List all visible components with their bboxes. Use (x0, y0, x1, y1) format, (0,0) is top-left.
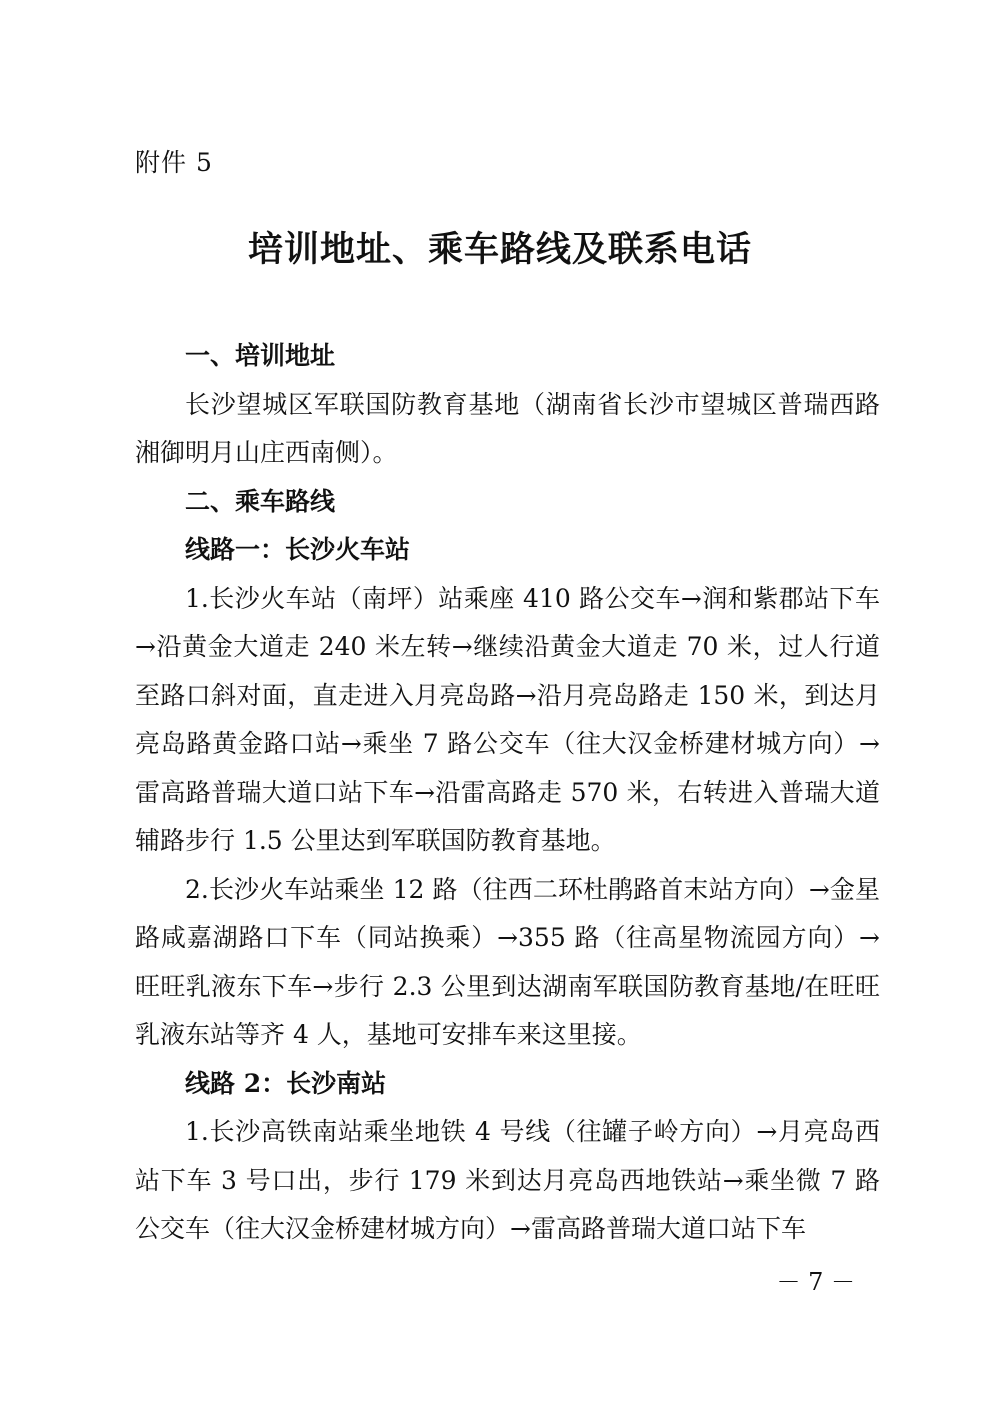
route2-step1-paragraph: 1.长沙高铁南站乘坐地铁 4 号线（往罐子岭方向）→月亮岛西站下车 3 号口出，步行 179 米到达月亮岛西地铁站→乘坐微 7 路公交车（往大汉金桥建材城方向）→雷高路普瑞大道口站下车 (135, 1117, 880, 1243)
route2-heading: 线路 2：长沙南站 (185, 1068, 387, 1098)
section-heading-routes: 二、乘车路线 (185, 486, 336, 516)
attachment-label: 附件 5 (135, 148, 213, 177)
page-number: － 7 － (776, 1268, 855, 1296)
route1-step2-paragraph: 2.长沙火车站乘坐 12 路（往西二环杜鹃路首末站方向）→金星路咸嘉湖路口下车（同站换乘）→355 路（往高星物流园方向）→旺旺乳液东下车→步行 2.3 公里到达湖南军联国防教育基地/在旺旺乳液东站等齐 4 人，基地可安排车来这里接。 (135, 874, 880, 1049)
page-title: 培训地址、乘车路线及联系电话 (247, 230, 752, 270)
route1-heading: 线路一：长沙火车站 (185, 535, 411, 564)
document-body (135, 332, 880, 1254)
address-paragraph: 长沙望城区军联国防教育基地（湖南省长沙市望城区普瑞西路湘御明月山庄西南侧）。 (135, 389, 880, 467)
route1-step1-paragraph: 1.长沙火车站（南坪）站乘座 410 路公交车→润和紫郡站下车→沿黄金大道走 240 米左转→继续沿黄金大道走 70 米，过人行道至路口斜对面，直走进入月亮岛路→沿月亮岛路走 150 米，到达月亮岛路黄金路口站→乘坐 7 路公交车（往大汉金桥建材城方向）→雷高路普瑞大道口站下车→沿雷高路走 570 米，右转进入普瑞大道辅路步行 1.5 公里达到军联国防教育基地。 (135, 583, 880, 855)
section-heading-address: 一、培训地址 (185, 341, 336, 370)
